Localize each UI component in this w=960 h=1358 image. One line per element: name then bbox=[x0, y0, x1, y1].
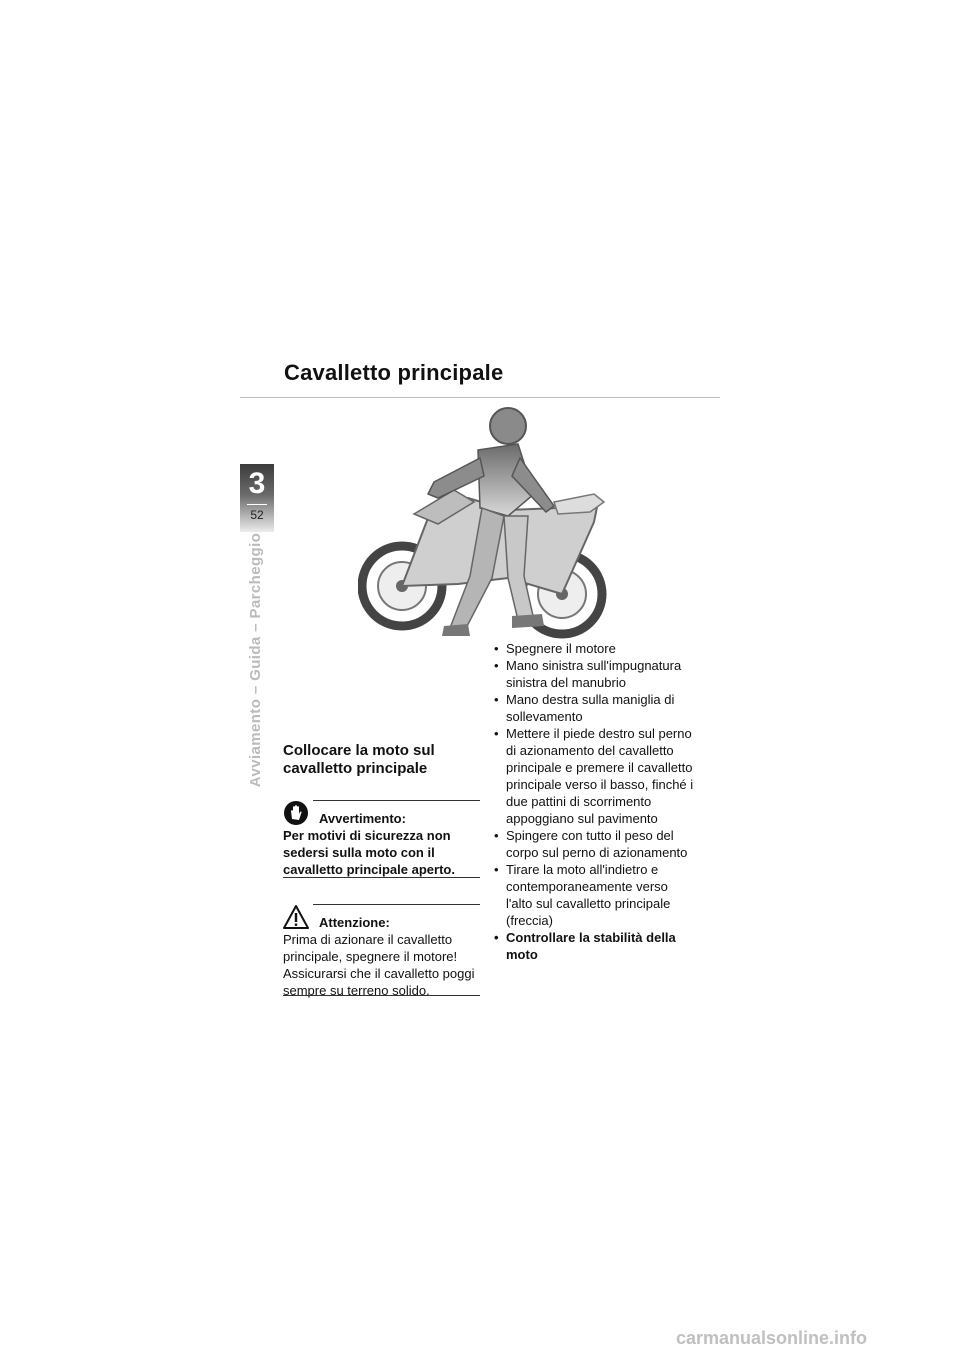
watermark: carmanualsonline.info bbox=[676, 1328, 868, 1348]
warning-notice bbox=[283, 800, 480, 878]
caution-top-rule bbox=[313, 904, 480, 905]
motorcycle-rider-illustration bbox=[358, 398, 620, 644]
section-heading: Collocare la moto sul cavalletto principale bbox=[283, 742, 435, 777]
list-item: • Mettere il piede destro sul perno di azionamento del cavalletto principale e premere il cavalletto principale verso il basso, finché i due pattini di scorrimento appoggiano sul pavimento bbox=[494, 725, 694, 827]
list-item: • Mano sinistra sull'impugnatura sinistra del manubrio bbox=[494, 657, 694, 691]
warning-label: Avvertimento: bbox=[319, 811, 406, 826]
list-item: • Spingere con tutto il peso del corpo sul perno di azionamento bbox=[494, 827, 694, 861]
warning-text: Per motivi di sicurezza non sedersi sulla moto con il cavalletto principale aperto. bbox=[283, 828, 455, 877]
exclamation-triangle-icon bbox=[283, 904, 309, 930]
section-side-label: Avviamento – Guida – Parcheggio bbox=[247, 532, 264, 788]
page-number: 52 bbox=[250, 508, 264, 522]
chapter-number: 3 bbox=[248, 467, 266, 500]
caution-text: Prima di azionare il cavalletto principale, spegnere il motore! Assicurarsi che il cavalletto poggi sempre su terreno solido. bbox=[283, 932, 475, 998]
caution-notice bbox=[283, 904, 480, 996]
stop-hand-icon bbox=[283, 800, 309, 826]
list-item: • Spegnere il motore bbox=[494, 640, 694, 657]
list-item: • Tirare la moto all'indietro e contemporaneamente verso l'alto sul cavalletto principale (freccia) bbox=[494, 861, 694, 929]
list-item: • Controllare la stabilità della moto bbox=[494, 929, 694, 963]
chapter-divider bbox=[247, 504, 267, 505]
warning-top-rule bbox=[313, 800, 480, 801]
caution-label: Attenzione: bbox=[319, 915, 390, 930]
caution-bottom-rule bbox=[283, 995, 480, 996]
steps-list bbox=[494, 640, 694, 963]
list-item: • Mano destra sulla maniglia di sollevamento bbox=[494, 691, 694, 725]
page-title: Cavalletto principale bbox=[284, 360, 504, 385]
warning-bottom-rule bbox=[283, 877, 480, 878]
